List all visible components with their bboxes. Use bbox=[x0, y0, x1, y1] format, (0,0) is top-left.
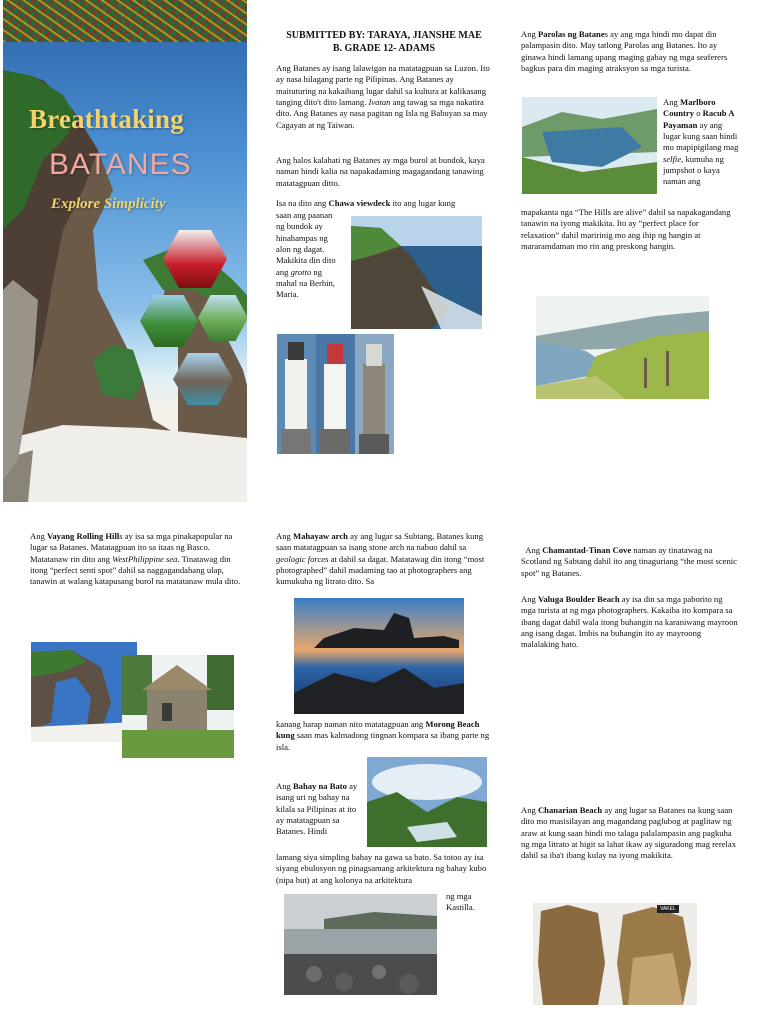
chawa-paragraph-wrap: saan ang paanan ng bundok ay hinahampas ng alon ng dagat. Makikita din dito ang grotto ng mahal na Berhin, Maria. bbox=[276, 210, 336, 300]
hills-paragraph: Ang halos kalahati ng Batanes ay mga burol at bundok, kaya naman hindi kalia na napakadaming magagandang tanawing matatagpuan ditto. bbox=[276, 155, 485, 188]
submitted-by-heading: SUBMITTED BY: TARAYA, JIANSHE MAE B. GRADE 12- ADAMS bbox=[286, 30, 482, 54]
bahay-na-bato-photo bbox=[367, 757, 487, 847]
morong-paragraph: kanang harap naman nito matatagpuan ang Morong Beach kung saan mas kalmadong tingnan kompara sa ibang parte ng isla. bbox=[276, 719, 490, 752]
marlboro-paragraph-cont: mapakanta nga “The Hills are alive” dahil sa napakagandang tanawin na iyong makikita. Ito ay “perfect place for relaxation” dahil maririnig mo ang ihip ng hangin at mararamdaman mo rin ang preskong hangin. bbox=[521, 207, 731, 252]
mahayaw-paragraph: Ang Mahayaw arch ay ang lugar sa Subtang, Batanes kung saan matatagpuan sa isang stone arch na nabuo dahil sa geologic forces at dahil sa dagat. Matatawag din itong “most photographed” dahil madaming tao at photographers ang kumukuha ng litrato dito. Sa bbox=[276, 531, 485, 587]
cover-title: Breathtaking bbox=[29, 104, 184, 134]
museum-label: VAKEL bbox=[657, 905, 679, 913]
bahay-na-bato-paragraph-cont: lamang siya simpling bahay na gawa sa bato. Sa totoo ay isa siyang ebulosyon ng pinagsamang arkitektura ng bahay kubo (nipa hut) at ang kolonya na arkitektura bbox=[276, 852, 487, 885]
vayang-paragraph: Ang Vayang Rolling Hills ay isa sa mga pinakapopular na lugar sa Batanes. Matatagpuan ito sa itaas ng Basco. Matatanaw rin dito ang WestPhilippine sea. Tinatawag din itong “perfect senti spot” dahil sa naggagandahang ulap, tanawin at walang katapusang burol na matatanaw mula dito. bbox=[30, 531, 241, 587]
marlboro-paragraph: Ang Marlboro Country o Racub A Payaman ay ang lugar kung saan hindi mo mapipigilang mag selfie, kumuha ng jumpshot o kaya naman ang bbox=[663, 97, 739, 187]
chawa-paragraph: Isa na dito ang Chawa viewdeck ito ang lugar kung bbox=[276, 198, 456, 208]
bahay-na-bato-paragraph: Ang Bahay na Bato ay isang uri ng bahay na kilala sa Pilipinas at ito ay matatagpuan sa Batanes. Hindi bbox=[276, 781, 358, 837]
marlboro-country-photo bbox=[522, 97, 657, 194]
stone-house-photo bbox=[122, 655, 234, 758]
chanarian-paragraph: Ang Chanarian Beach ay ang lugar sa Batanes na kung saan dito mo masisilayan ang magandang paglubog at paglitaw ng araw at kung saan hindi mo talaga palalampasin ang pagkuha ng mga litrato at higit sa lahat ikaw ay siguradong mag rerelax dahil sa iba't ibang kulay na iyong makikita. bbox=[521, 805, 737, 861]
parolas-paragraph: Ang Parolas ng Batanes ay ang mga hindi mo dapat din palampasin dito. May tatlong Parolas ang Batanes. Ito ay ginawa hindi lamang upang maging gabay ng mga seaferers bagkus para din maging atraksyon sa mga turista. bbox=[521, 29, 728, 74]
cover-panel bbox=[3, 0, 247, 502]
intro-paragraph: Ang Batanes ay isang lalawigan na matatagpuan sa Luzon. Ito ay nasa hilagang parte ng Pilipinas. Ang Batanes ay maituturing na kakaibang lugar dahil sa kultura at kalikasang tanging dito't dito lamang. Ivatan ang tawag sa mga nakatira dito. Ang Batanes ay nasa pagitan ng Isla ng Babuyan sa may Cagayan at ng Taiwan. bbox=[276, 63, 490, 130]
woven-pattern-banner bbox=[3, 0, 247, 42]
vakul-headgear-photo bbox=[533, 903, 697, 1005]
mahayaw-arch-sunset-photo bbox=[294, 598, 464, 714]
chamantad-paragraph: Ang Chamantad-Tinan Cove naman ay tinatawag na Scotland ng Sabtang dahil ito ang tinaguriang “the most scenic spot” ng Batanes. bbox=[521, 545, 737, 578]
lighthouses-photo bbox=[277, 334, 394, 454]
cover-title-batanes: BATANES bbox=[49, 148, 192, 181]
cover-tagline: Explore Simplicity bbox=[51, 196, 166, 212]
bahay-na-bato-paragraph-tail: ng mga Kastilla. bbox=[446, 891, 475, 913]
rolling-hills-photo bbox=[536, 296, 709, 399]
valuga-boulder-beach-photo bbox=[284, 894, 437, 995]
chawa-viewdeck-photo bbox=[351, 216, 482, 329]
valuga-paragraph: Ang Valuga Boulder Beach ay isa din sa mga paborito ng mga turista at ng mga photographers. Kakaiba ito kompara sa ibang dagat dahil wala itong buhangin na karaniwang mayroon ang isang dagat. Imbis na buhangin ito ay mayroong malalaking bato. bbox=[521, 594, 738, 650]
